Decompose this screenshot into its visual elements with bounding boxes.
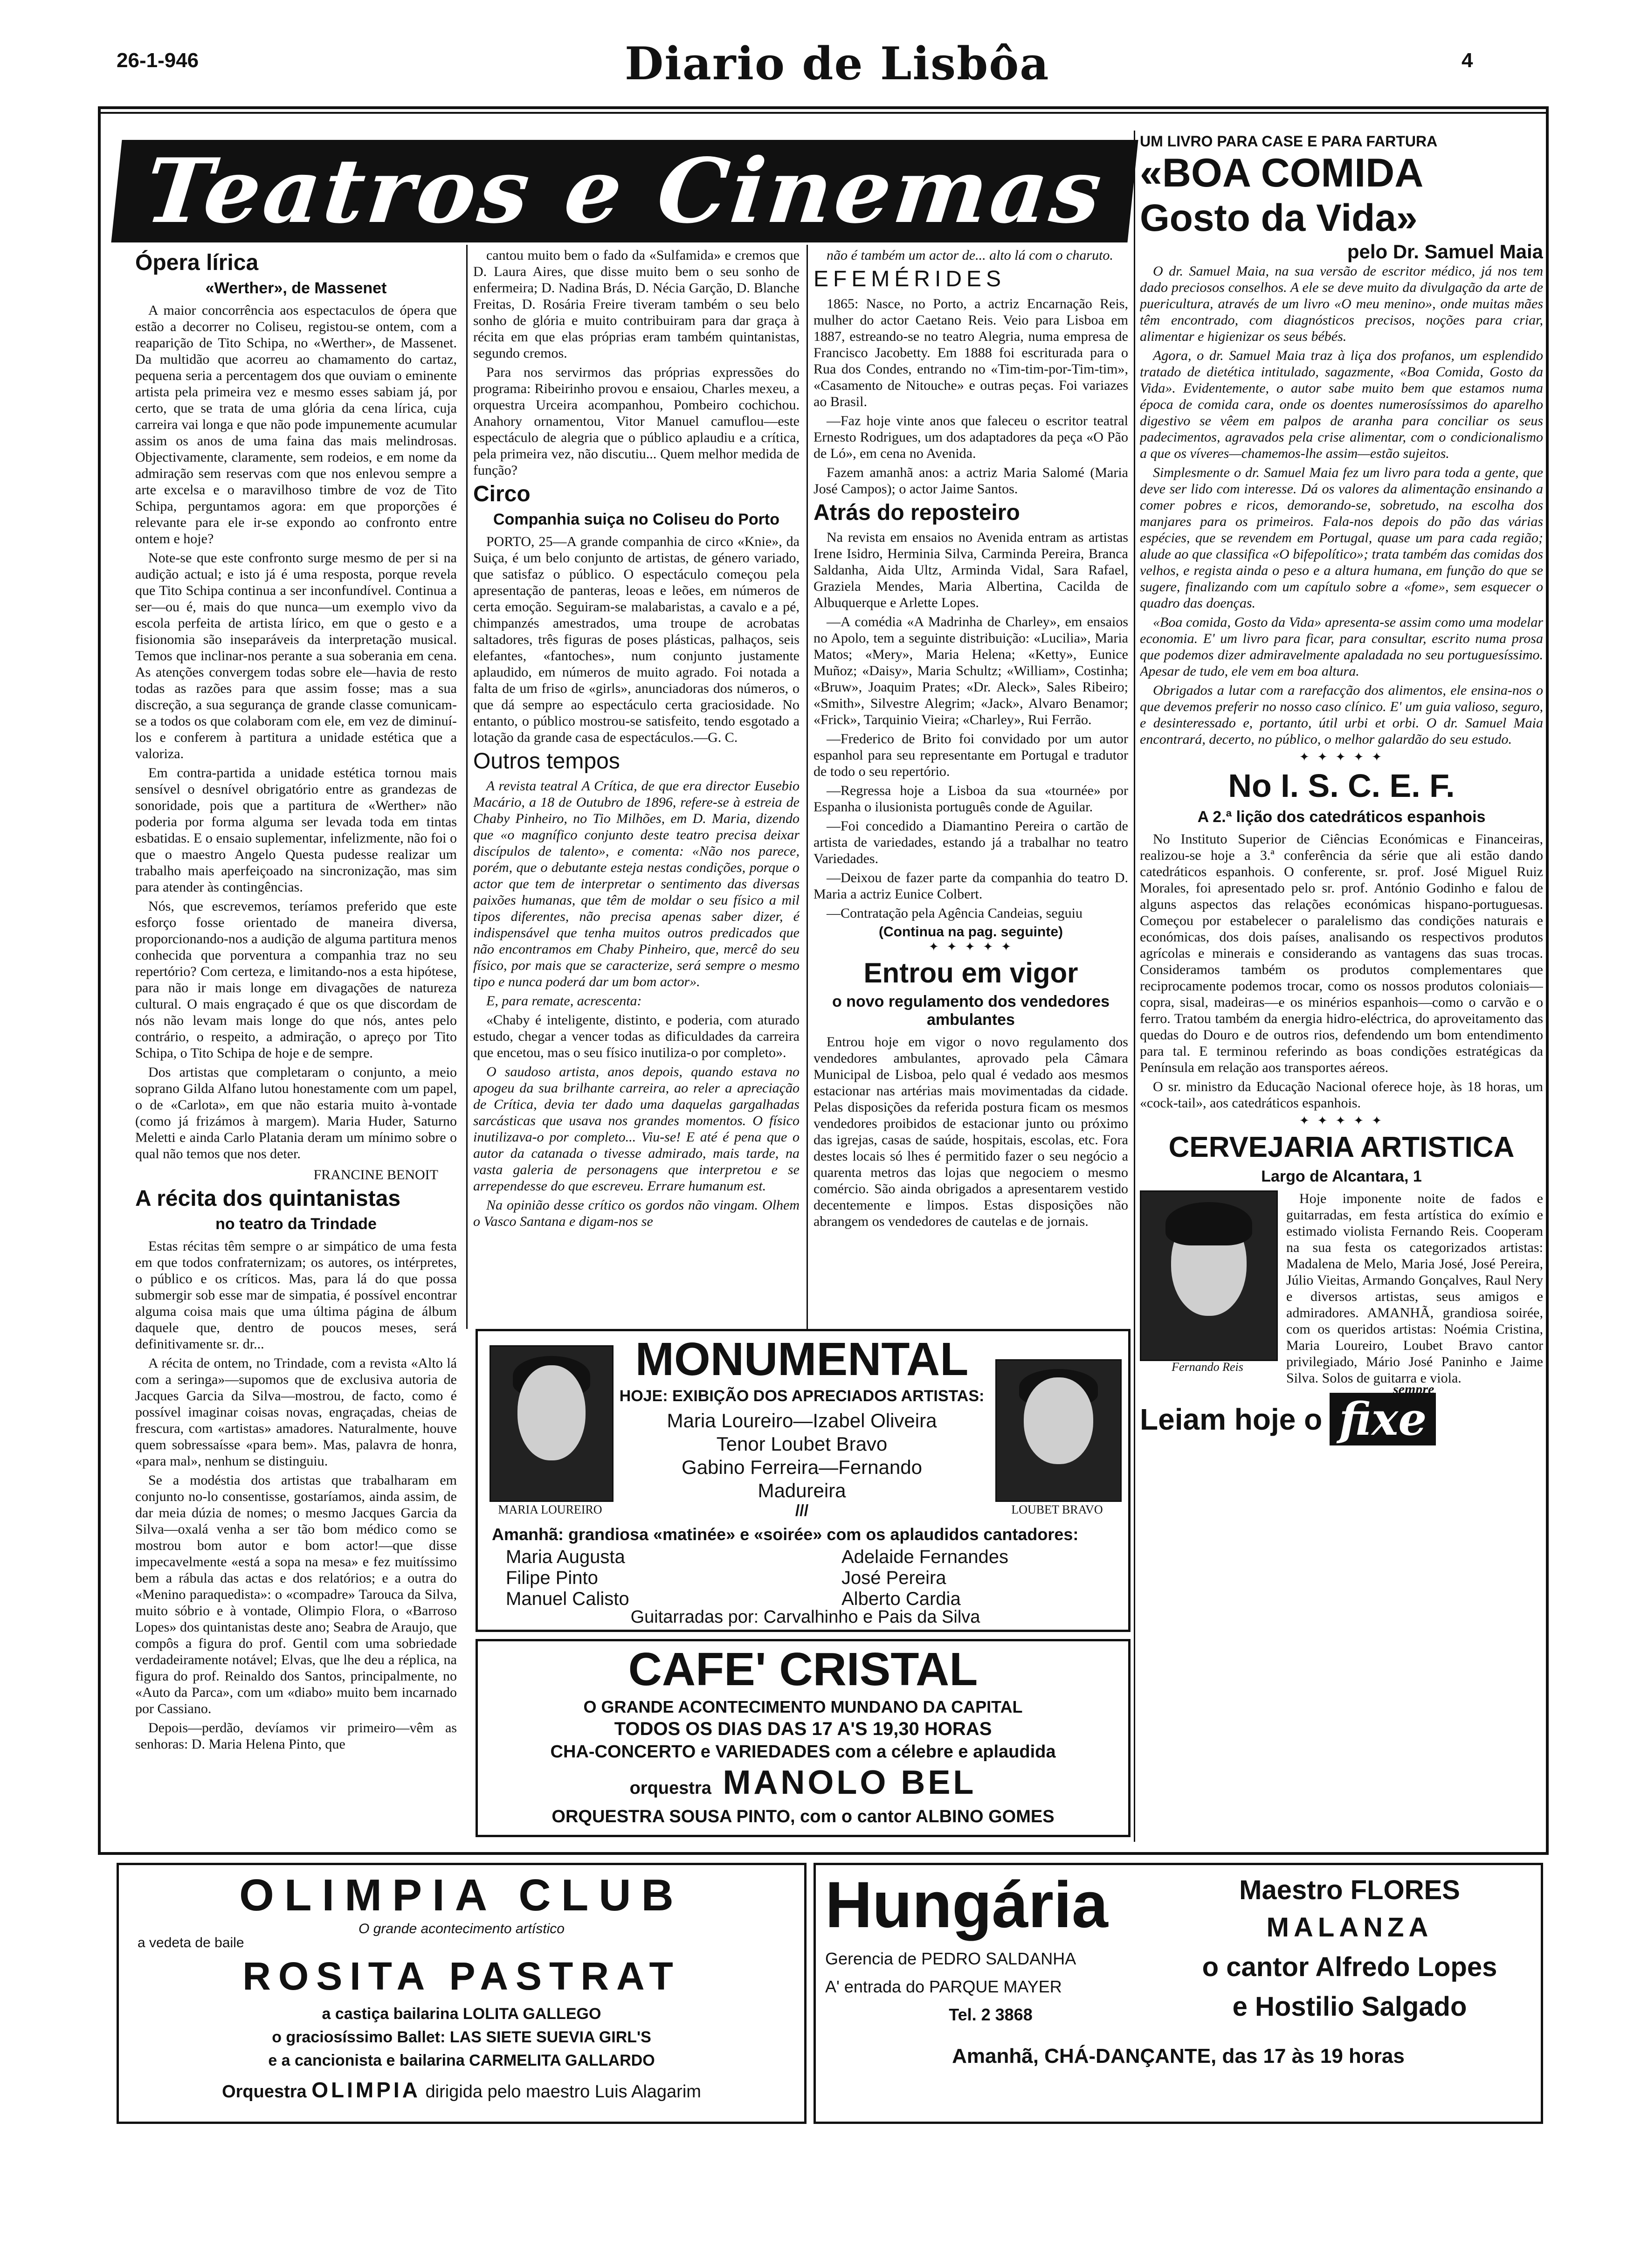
ad-title: MONUMENTAL: [635, 1333, 969, 1385]
ad-line: O grande acontecimento artístico: [359, 1921, 565, 1936]
paragraph: Na revista em ensaios no Avenida entram as artistas Irene Isidro, Herminia Silva, Carminda Pereira, Branca Saldanha, Aida Ultz, Arminda Vidal, Sara Rafael, Graziela Mendes, Maria Albertina, Cacilda de Albuquerque e Arlette Lopes.: [814, 530, 1128, 610]
paragraph: O dr. Samuel Maia, na sua versão de escritor médico, já nos tem dado preciosos conselhos. A ele se deve muito da divulgação da arte de puericultura, através de um livro «O meu menino», onde muitas mães têm encontrado, com diagnósticos precisos, noções para criar, alimentar e higienizar os seus bébés.: [1140, 263, 1543, 344]
section-heading: Entrou em vigor: [863, 957, 1078, 989]
ad-line: a vedeta de baile: [138, 1935, 244, 1950]
paragraph: No Instituto Superior de Ciências Económicas e Financeiras, realizou-se hoje a 3.ª conferência da série que ali estão dando catedráticos espanhois. O conferente, sr. prof. José Miguel Ruiz Morales, foi apresentado pelo sr. prof. António Godinho e falou de alguns aspectos das relações económicas hispano-portuguesas. Começou por estabelecer o paralelismo das condições naturais e económicas, dos dois países, analisando os respectivos produtos agrícolas e minerais e considerando as vantagens das suas trocas. Consideramos também os produtos complementares que reciprocamente podemos trocar, como os nossos produtos coloniais—copra, sisal, madeiras—e os minérios espanhois—como o carvão e o ferro. Tratou também da energia hidro-eléctrica, do aproveitamento das quedas do Douro e de outros rios, defendendo um bom entendimento para tal. E terminou referindo as boas condições estratégicas da Península em relação aos transportes aéreos.: [1140, 831, 1543, 1075]
promo-text: Leiam hoje o: [1140, 1402, 1323, 1436]
ad-line: MALANZA: [1266, 1912, 1433, 1943]
ad-line: TODOS OS DIAS DAS 17 A'S 19,30 HORAS: [614, 1719, 992, 1739]
ad-list-right: Adelaide Fernandes José Pereira Alberto Cardia: [841, 1547, 1009, 1609]
column-boa-comida: [1140, 133, 1543, 1839]
photo-caption: MARIA LOUREIRO: [498, 1503, 602, 1516]
paragraph: Em contra-partida a unidade estética tornou mais sensível o desnível obrigatório entre as grandezas de sonoridade, pois que a partitura de «Werther» não poderia por forma alguma ser levada toda em tintas esbatidas. E o ensaio suplementar, infelizmente, não foi o que o maestro Angelo Questa pudesse realizar um trabalho mais aperfeiçoado na sincronização, mas sim para atender às contingências.: [135, 765, 457, 895]
paragraph: 1865: Nasce, no Porto, a actriz Encarnação Reis, mulher do actor Caetano Reis. Veio para Lisboa em 1887, estreando-se no teatro Alegria, numa empresa de Francisco Jacobetty. Em 1888 foi escriturada para o Rua dos Condes, entrando no «Tim-tim-por-Tim-tim», «Casamento de Nitouche» e outras peças. Foi variazes ao Brasil.: [814, 296, 1128, 409]
signature: FRANCINE BENOIT: [313, 1167, 438, 1182]
paragraph: Estas récitas têm sempre o ar simpático de uma festa em que todos confraternizam; os autores, os intérpretes, o público e os críticos. Mas, para lá do que possa submergir sob esse mar de simpatia, é possível encontrar alguma coisa mais que uma última página de álbum daquele que, dentro de poucos meses, será definitivamente sr. dr...: [135, 1238, 457, 1352]
ad-title: OLIMPIA CLUB: [239, 1870, 684, 1920]
section-heading: Ópera lírica: [135, 250, 259, 275]
paragraph: cantou muito bem o fado da «Sulfamida» e cremos que D. Laura Aires, que disse muito bem o seu sonho de enfermeira; D. Nadina Brás, D. Nécia Garção, D. Blanche Freitas, D. Rosária Freire tiveram também o seu belo sonho de glória e muito contribuiram para dar graça à récita em que elas próprias eram também quintanistas, segundo cremos.: [473, 248, 800, 361]
ad-cafe-cristal: [476, 1639, 1131, 1837]
paragraph: Para nos servirmos das próprias expressões do programa: Ribeirinho provou e ensaiou, Charles mexeu, a orquestra Urceira acompanhou, Pombeiro cochichou. Anahory ornamentou, Vitor Manuel camuflou—este espectáculo de alegria que o público aplaudiu e a crítica, pela primeira vez, não discutiu... Quem melhor medida de função?: [473, 365, 800, 478]
newspaper-title: Diario de Lisbôa: [625, 37, 1050, 90]
paragraph: A revista teatral A Crítica, de que era director Eusebio Macário, a 18 de Outubro de 1896, refere-se à estreia de Chaby Pinheiro, no Tio Milhões, em D. Maria, dizendo que «o magnífico conjunto deste teatro precisa deixar discípulos de talento», e comenta: «Não nos parece, porém, que o debutante esteja nestas condições, porque o actor que tem de interpretar o sentimento das diversas paixões humanas, que têm de moldar o seu físico a mil tipos diferentes, não precisa apenas saber dizer, é indispensável que tenha muitos outros predicados que não encontramos em Chaby Pinheiro, que, mercê do seu físico, por mais que se caracterize, será sempre o mesmo tipo e nunca poderá dar um bom actor».: [473, 778, 800, 989]
paragraph: —Deixou de fazer parte da companhia do teatro D. Maria a actriz Eunice Colbert.: [814, 870, 1128, 902]
paragraph: —A comédia «A Madrinha de Charley», em ensaios no Apolo, tem a seguinte distribuição: «Lucilia», Maria Matos; «Mery», Maria Helena; «Ketty», Eunice Muñoz; «Daisy», Maria Schultz; «William», Costinha; «Bruw», Joaquim Prates; «Dr. Aleck», Sales Ribeiro; «Smith», Silvestre Alegrim; «Jack», Alvaro Benamor; «Frick», Tarquinio Vieira; «Charley», Rui Ferrão.: [814, 614, 1128, 727]
section-subheading: o novo regulamento dos vendedores ambulantes: [832, 993, 1110, 1029]
paragraph: Agora, o dr. Samuel Maia traz à liça dos profanos, um esplendido tratado de dietética intitulado, sagazmente, «Boa Comida, Gosto da Vida». Evidentemente, o autor sabe muito bem que estamos numa época de comida cara, onde os doentes numerosíssimos do aparelho digestivo se vêem em palpos de aranha para conciliar os seus padecimentos, agravados pela crise alimentar, com o condicionalismo a que os víveres—chamemos-lhe assim—estão sujeitos.: [1140, 348, 1543, 461]
fixe-logo-small: sempre: [1393, 1382, 1434, 1397]
ad-line: O GRANDE ACONTECIMENTO MUNDANO DA CAPITAL: [583, 1697, 1023, 1716]
fixe-logo: fixe: [1330, 1393, 1436, 1445]
ad-list-left: Maria Augusta Filipe Pinto Manuel Calisto: [506, 1547, 629, 1609]
ad-line: Gabino Ferreira—Fernando: [682, 1456, 922, 1478]
page-number: 4: [1462, 49, 1473, 72]
ad-hungaria: [814, 1863, 1543, 2124]
paragraph: «Boa comida, Gosto da Vida» apresenta-se assim como uma modelar economia. E' um livro para ficar, para consultar, escrito numa prosa que podemos dizer admiravelmente apaladada no seu portuguesíssimo. Apesar de tudo, ele vem em boa altura.: [1140, 615, 1543, 679]
ad-line: Madureira: [758, 1480, 846, 1501]
section-subheading: «Werther», de Massenet: [205, 279, 387, 297]
paragraph: —Contratação pela Agência Candeias, seguiu: [827, 906, 1083, 921]
continued-note: (Continua na pag. seguinte): [879, 924, 1063, 940]
book-title-2: Gosto da Vida»: [1140, 197, 1418, 239]
paragraph: A maior concorrência aos espectaculos de ópera que estão a decorrer no Coliseu, registou-se ontem, com a reaparição de Tito Schipa, no «Werther», de Massenet. Da multidão que acorreu ao chamamento do cartaz, pequena seria a percentagem dos que ouviam o eminente artista pela primeira vez e mesmo esses sabiam já, por certo, que se trata de uma glória da cena lírica, cuja carreira vai longa e que não pode impunemente acumular assim os anos de uma faina das mais melindrosas. Objectivamente, claramente, sem rodeios, e em nome da admiração sem reservas com que nos enlevou sempre a arte excelsa e o maravilhoso timbre de voz de Tito Schipa, perguntamos agora: em que proporções é relevante para ele ir-se expondo ao confronto entre ontem e hoje?: [135, 303, 457, 546]
paragraph: Fazem amanhã anos: a actriz Maria Salomé (Maria José Campos); o actor Jaime Santos.: [814, 465, 1128, 497]
book-title: «BOA COMIDA: [1140, 151, 1424, 195]
paragraph: O sr. ministro da Educação Nacional oferece hoje, às 18 horas, um «cock-tail», aos catedráticos espanhois.: [1140, 1079, 1543, 1111]
column-efemerides: [814, 247, 1128, 1320]
ornament-divider: ✦ ✦ ✦ ✦ ✦: [1299, 750, 1384, 764]
ad-line: A' entrada do PARQUE MAYER: [825, 1977, 1062, 1996]
cervejaria-address: Largo de Alcantara, 1: [1261, 1168, 1422, 1185]
ad-line: o cantor Alfredo Lopes: [1202, 1952, 1497, 1982]
paragraph: Hoje imponente noite de fados e guitarradas, em festa artística do exímio e estimado violista Fernando Reis. Cooperam na sua festa os categorizados artistas: Madalena de Melo, Maria José, José Pereira, Júlio Vieitas, Armando Gonçalves, Raul Nery e diversos artistas, seus amigos e admiradores. AMANHÃ, grandiosa soirée, com os queridos artistas: Noémia Cristina, Maria Loureiro, Loubet Bravo cantor privilegiado, Mário José Paninho e Jaime Silva. Solos de guitarra e viola.: [1286, 1191, 1543, 1386]
ad-star-name: ROSITA PASTRAT: [242, 1954, 681, 1998]
column-circo: [473, 247, 800, 1320]
orchestra-name: MANOLO BEL: [723, 1764, 977, 1801]
top-rule: [98, 112, 1549, 114]
paragraph: —Faz hoje vinte anos que faleceu o escritor teatral Ernesto Rodrigues, um dos adaptadores da peça «O Pão de Ló», em cena no Avenida.: [814, 413, 1128, 461]
ad-title: CAFE' CRISTAL: [628, 1643, 978, 1695]
ad-line: a castiça bailarina LOLITA GALLEGO: [322, 2005, 601, 2023]
paragraph: —Frederico de Brito foi convidado por um autor espanhol para seu representante em Portugal e tradutor de todo o seu repertório.: [814, 731, 1128, 779]
ad-monumental: [476, 1329, 1131, 1632]
ad-title: Hungária: [825, 1868, 1108, 1941]
section-masthead: Teatros e Cinemas: [111, 140, 1138, 242]
section-heading: No I. S. C. E. F.: [1228, 768, 1455, 804]
ad-line: Gerencia de PEDRO SALDANHA: [825, 1949, 1076, 1968]
photo-block: [1140, 1190, 1280, 1377]
photo-caption: Fernando Reis: [1172, 1360, 1243, 1374]
paragraph: O saudoso artista, anos depois, quando estava no apogeu da sua brilhante carreira, ao reler a apreciação de Crítica, devia ter dado uma daquelas gargalhadas sarcásticas que usava nos grandes momentos. O físico inutilizava-o por completo... Viu-se! E até é pena que o autor da catanada o tivesse admirado, mais tarde, na vasta galeria de personagens que interpretou e se arrependesse do que escreveu. Errare humanum est.: [473, 1064, 800, 1194]
section-subheading: A 2.ª lição dos catedráticos espanhois: [1197, 808, 1486, 826]
paragraph: Depois—perdão, devíamos vir primeiro—vêm as senhoras: D. Maria Helena Pinto, que: [135, 1720, 457, 1752]
cervejaria-title: CERVEJARIA ARTISTICA: [1168, 1131, 1515, 1163]
paragraph: «Chaby é inteligente, distinto, e poderia, com aturado estudo, chegar a vencer todas as dificuldades da carreira que encetou, mas o seu físico inutiliza-o por completo».: [473, 1012, 800, 1060]
paragraph: E, para remate, acrescenta:: [486, 993, 642, 1009]
ornament-divider: ✦ ✦ ✦ ✦ ✦: [928, 940, 1014, 954]
book-author: pelo Dr. Samuel Maia: [1347, 241, 1543, 263]
paragraph: Se a modéstia dos artistas que trabalharam em conjunto no-lo consentisse, gostaríamos, ainda assim, de dar meia dúzia de nomes; o mesmo Jacques Garcia da Silva—oxalá venha a ser tão bom médico como se mostrou bom autor e bom actor!—que disse impecavelmente «está a sopa na mesa» e fez muitíssimo bem a rábula das actas e dos relatórios; e a outra do «Menino paraquedista»: o «compadre» Tarouca da Silva, muito sóbrio e à vontade, Olimpio Flora, o «Barroso Lopes» dos quintanistas deste ano; Seabra de Araujo, que compôs a figura do prof. Gentil com uma sobriedade verdadeiramente notável; Elvas, que lhe deu a réplica, na figura do prof. Reinaldo dos Santos, principalmente, no «Auto da Parca», com um «diabo» muito bem incarnado por Cassiano.: [135, 1473, 457, 1716]
paragraph: A récita de ontem, no Trindade, com a revista «Alto lá com a seringa»—supomos que de exclusiva autoria de Jacques Garcia da Silva—mostrou, de facto, como é possível imaginar coisas novas, engraçadas, cheias de frescura, com «artistas» amadores. Naturalmente, houve quem sobressaísse «para bem». Mas, palavra de honra, «para mal», nenhum se distinguiu.: [135, 1355, 457, 1469]
ad-line: o graciosíssimo Ballet: LAS SIETE SUEVIA GIRL'S: [272, 2028, 651, 2046]
paragraph: PORTO, 25—A grande companhia de circo «Knie», da Suiça, é um belo conjunto de artistas, de género variado, que satisfaz o público. O espectáculo começou pela apresentação de panteras, leoas e leões, em números de certa emoção. Seguiram-se malabaristas, a cavalo e a pé, chimpanzés amestrados, uma troupe de acrobatas saltadores, três figuras de poses plásticas, palhaços, seis elefantes, «fantoches», num conjunto justamente aplaudido, em números de muito agrado. Foi notada a falta de um friso de «girls», anunciadoras dos números, o que dá sempre ao espectáculo certa graciosidade. No entanto, o público mostrou-se satisfeito, tendo esgotado a lotação da grande casa de espectáculos.—G. C.: [473, 534, 800, 745]
ad-line: Amanhã, CHÁ-DANÇANTE, das 17 às 19 horas: [952, 2045, 1405, 2067]
paragraph: Simplesmente o dr. Samuel Maia fez um livro para toda a gente, que deve ser lido com interesse. Dá os valores da alimentação ensinando a comer pobres e ricos, demorando-se, sobretudo, na escolha dos manjares para os primeiros. Fala-nos depois do pão das várias espécies, que se revendem em Portugal, quase um para cada região; alude ao que classifica «O bifepolítico»; trata também das comidas dos velhos, e regista ainda o peso e a altura humana, em função do que se sugere, finalizando com um capítulo sobre a «fome», sem esquecer o quadro das doenças.: [1140, 465, 1543, 611]
paragraph: —Foi concedido a Diamantino Pereira o cartão de artista de variedades, estando já a trabalhar no teatro Variedades.: [814, 818, 1128, 866]
fixe-promo: [1140, 1382, 1543, 1445]
ad-line: HOJE: EXIBIÇÃO DOS APRECIADOS ARTISTAS:: [619, 1387, 985, 1405]
kicker: UM LIVRO PARA CASE E PARA FARTURA: [1140, 133, 1438, 150]
paragraph: Note-se que este confronto surge mesmo de per si na audição actual; e isto já é uma resposta, porque revela que Tito Schipa continua a ser inconfundível. Continua a ser—ou é, mais do que nunca—um exemplo vivo da escola perfeita de artista lírico, em que o gesto e a fisionomia são inseparáveis da interpretação musical. Temos que inclinar-nos perante a sua soberania em cena. As atenções convergem todas sobre ele—havia de resto todas as razões para que assim fosse; mas a sua discreção, a sua segurança de grande classe comunicam-se a todos os que colaboram com ele, em vez de diminuí-los e conferem à partitura a unidade estética que a valoriza.: [135, 550, 457, 761]
section-subheading: no teatro da Trindade: [215, 1215, 377, 1233]
paragraph: Obrigados a lutar com a rarefacção dos alimentos, ele ensina-nos o que devemos preferir no nosso caso clínico. E' um guia valioso, seguro, e desinteressado e, portanto, útil urbi et orbi. O dr. Samuel Maia encontrará, decerto, no público, o melhor galardão do seu estudo.: [1140, 683, 1543, 747]
portrait-photo: [1140, 1190, 1278, 1361]
column-rule: [1134, 131, 1135, 1842]
portrait-photo: [995, 1359, 1122, 1502]
ad-line: e a cancionista e bailarina CARMELITA GALLARDO: [268, 2052, 655, 2069]
ad-line: orquestra MANOLO BEL: [629, 1764, 977, 1801]
ad-line: CHA-CONCERTO e VARIEDADES com a célebre e aplaudida: [550, 1742, 1056, 1762]
ad-line: Maria Loureiro—Izabel Oliveira: [667, 1410, 937, 1431]
column-rule: [807, 245, 808, 1329]
section-heading: Circo: [473, 482, 531, 506]
paragraph: —Regressa hoje a Lisboa da sua «tournée» por Espanha o ilusionista português conde de Aguilar.: [814, 783, 1128, 815]
page-date: 26-1-946: [117, 49, 199, 72]
ad-line: Amanhã: grandiosa «matinée» e «soirée» com os aplaudidos cantadores:: [492, 1525, 1079, 1544]
ad-separator: ///: [795, 1502, 809, 1520]
paragraph: Dos artistas que completaram o conjunto, a meio soprano Gilda Alfano lutou honestamente com um papel, o de «Carlota», em que não estaria muito à-vontade (como já frizámos à margem). Maria Huder, Saturno Meletti e ainda Carlo Platania deram um mínimo sobre o qual não temos que nos deter.: [135, 1065, 457, 1162]
ad-line: e Hostilio Salgado: [1232, 1991, 1467, 2022]
section-heading: Atrás do reposteiro: [814, 500, 1020, 525]
section-heading: EFEMÉRIDES: [814, 267, 1006, 291]
ad-line: ORQUESTRA SOUSA PINTO, com o cantor ALBINO GOMES: [552, 1807, 1055, 1826]
paragraph: não é também um actor de... alto lá com o charuto.: [827, 248, 1113, 263]
paragraph: Na opinião desse crítico os gordos não vingam. Olhem o Vasco Santana e digam-nos se: [473, 1197, 800, 1229]
ad-line: Guitarradas por: Carvalhinho e Pais da Silva: [630, 1607, 980, 1627]
ad-line: Maestro FLORES: [1239, 1875, 1460, 1905]
column-rule: [466, 245, 468, 1329]
paragraph: Entrou hoje em vigor o novo regulamento dos vendedores ambulantes, aprovado pela Câmara Municipal de Lisboa, pelo qual é vedado aos mesmos estacionar nas artérias mais movimentadas da cidade. Pelas disposições da referida postura ficam os mesmos vendedores proibidos de estacionar junto ou próximo das igrejas, casas de saúde, hospitais, escolas, etc. Fora destes locais só lhes é permitido fazer o seu negócio a quarenta metros das lojas que negociem o mesmo comércio. São ainda obrigados a apresentarem vestido decentemente e limpos. Estas disposições não abrangem os vendedores de cautelas e de jornais.: [814, 1034, 1128, 1229]
ornament-divider: ✦ ✦ ✦ ✦ ✦: [1299, 1114, 1384, 1128]
ad-phone: Tel. 2 3868: [949, 2005, 1033, 2024]
column-opera: [135, 247, 457, 1842]
ad-line: Tenor Loubet Bravo: [716, 1433, 888, 1455]
ad-olimpia-club: [117, 1863, 807, 2124]
section-heading: A récita dos quintanistas: [135, 1186, 401, 1211]
photo-caption: LOUBET BRAVO: [1011, 1503, 1103, 1516]
ad-line: Orquestra OLIMPIA dirigida pelo maestro Luis Alagarim: [222, 2078, 701, 2102]
portrait-photo: [490, 1345, 614, 1502]
section-heading: Outros tempos: [473, 749, 620, 774]
paragraph: Nós, que escrevemos, teríamos preferido que este esforço fosse orientado de maneira diversa, proporcionando-nos a audição de alguma partitura menos conhecida que porventura a companhia traz no seu repertório? Com certeza, e limitando-nos a esta hipótese, para não ir mais longe em divagações de natureza cultural. O mais engraçado é que os que discordam de nós não levam mais longe do que nós, antes pelo contrário, o respeito, a admiração, o apreço por Tito Schipa, o Tito Schipa de hoje e de sempre.: [135, 899, 457, 1061]
section-subheading: Companhia suiça no Coliseu do Porto: [493, 511, 779, 528]
